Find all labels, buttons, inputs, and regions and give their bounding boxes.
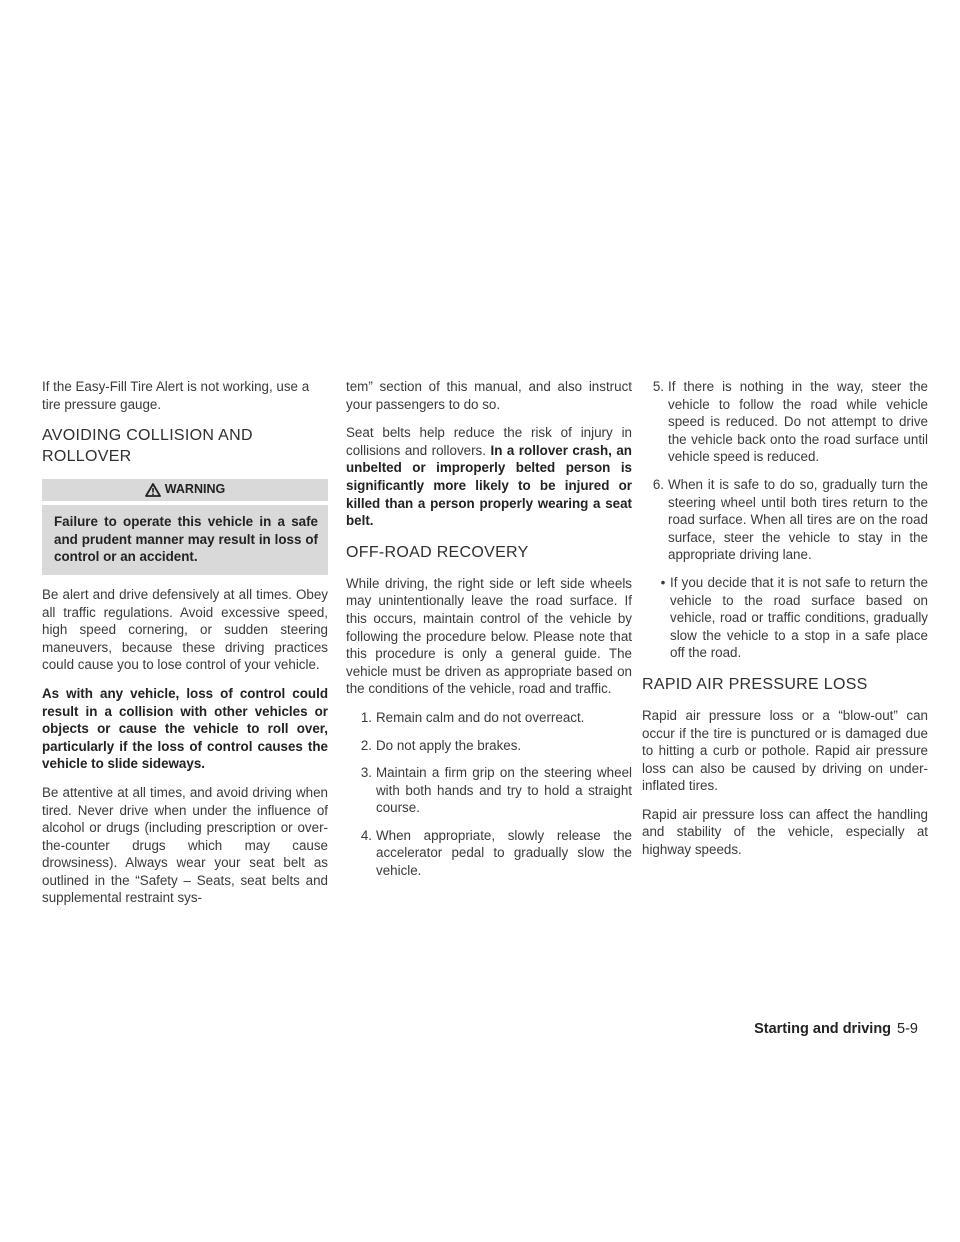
- column-right: [642, 378, 928, 870]
- list-item: [346, 764, 632, 817]
- list-item: [642, 476, 928, 564]
- page-footer: [754, 1021, 918, 1039]
- page-number: 5-9: [897, 1021, 918, 1037]
- list-item: [346, 709, 632, 727]
- seat-belts-bold: In a rollover crash, an unbelted or improperly belted person is significantly more likely to be injured or killed than a person properly wearing a seat belt.: [346, 442, 632, 529]
- bullet-text: If you decide that it is not safe to return the vehicle to the road surface based on vehicle, road or traffic conditions, gradually slow the vehicle to a stop in a safe place off the road.: [670, 574, 928, 661]
- paragraph-handling: Rapid air pressure loss can affect the handling and stability of the vehicle, especially at highway speeds.: [642, 806, 928, 858]
- step-text: When appropriate, slowly release the accelerator pedal to gradually slow the vehicle.: [376, 827, 632, 879]
- step-number: 3.: [360, 765, 372, 781]
- paragraph-off-road: While driving, the right side or left side wheels may unintentionally leave the road surface. If this occurs, maintain control of the vehicle by following the procedure below. Please note that this procedure is only a general guide. The vehicle must be driven as appropriate based on the conditions of the vehicle, road and traffic.: [346, 575, 632, 697]
- section-heading-rapid-air-pressure-loss: RAPID AIR PRESSURE LOSS: [642, 675, 868, 693]
- list-item: [346, 737, 632, 755]
- paragraph-loss-of-control: As with any vehicle, loss of control could result in a collision with other vehicles or objects or cause the vehicle to roll over, particularly if the loss of control causes the vehicle to slide sideways.: [42, 685, 328, 772]
- paragraph-drive-defensively: Be alert and drive defensively at all times. Obey all traffic regulations. Avoid excessive speed, high speed cornering, or sudden steering maneuvers, because these driving practices could cause you to lose control of your vehicle.: [42, 586, 328, 673]
- warning-text: Failure to operate this vehicle in a safe and prudent manner may result in loss of control or an accident.: [54, 514, 318, 565]
- list-item: [346, 827, 632, 880]
- recovery-steps-list: [346, 709, 632, 880]
- footer-section-title: Starting and driving: [754, 1021, 892, 1037]
- paragraph-blow-out: Rapid air pressure loss or a “blow-out” can occur if the tire is punctured or is damaged due to hitting a curb or pothole. Rapid air pressure loss can also be caused by driving on under-inflated tires.: [642, 707, 928, 794]
- step-text: When it is safe to do so, gradually turn the steering wheel until both tires return to the road surface. When all tires are on the road surface, steer the vehicle to stay in the appropriate driving lane.: [668, 476, 928, 563]
- recovery-steps-list-continued: [642, 378, 928, 564]
- paragraph-continued: tem” section of this manual, and also instruct your passengers to do so.: [346, 379, 632, 412]
- heading-line-2: ROLLOVER: [42, 448, 132, 466]
- list-item: [642, 378, 928, 466]
- column-middle: [346, 378, 632, 890]
- bullet-item: [656, 574, 928, 662]
- step-number: 4.: [360, 827, 372, 843]
- section-heading-avoiding-collision: [42, 425, 328, 467]
- step-text: If there is nothing in the way, steer the vehicle to follow the road while vehicle speed is reduced. Do not attempt to drive the vehicle back onto the road surface until vehicle speed is reduced.: [668, 379, 928, 465]
- step-text: Do not apply the brakes.: [376, 737, 522, 753]
- intro-paragraph: If the Easy-Fill Tire Alert is not working, use a tire pressure gauge.: [42, 379, 310, 412]
- seat-belts-text: Seat belts help reduce the risk of injury in collisions and rollovers.: [346, 425, 632, 458]
- warning-label: WARNING: [164, 482, 226, 497]
- step-number: 1.: [360, 709, 372, 725]
- warning-box: [42, 479, 328, 575]
- step-text: Maintain a firm grip on the steering wheel with both hands and try to hold a straight course.: [376, 765, 632, 816]
- step-number: 6.: [652, 476, 664, 492]
- section-heading-off-road-recovery: OFF-ROAD RECOVERY: [346, 543, 529, 561]
- step-number: 2.: [360, 737, 372, 753]
- paragraph-seat-belts: [346, 424, 632, 530]
- warning-header: [42, 479, 328, 501]
- bullet-dot-icon: •: [660, 574, 666, 590]
- step-text: Remain calm and do not overreact.: [376, 709, 585, 725]
- paragraph-be-attentive: Be attentive at all times, and avoid driving when tired. Never drive when under the influence of alcohol or drugs (including prescription or over-the-counter drugs which may cause drowsiness). Always wear your seat belt as outlined in the “Safety – Seats, seat belts and supplemental restraint sys-: [42, 784, 328, 906]
- column-left: [42, 378, 328, 918]
- heading-line-1: AVOIDING COLLISION AND: [42, 427, 253, 445]
- step-number: 5.: [652, 379, 664, 394]
- warning-triangle-icon: [145, 483, 161, 497]
